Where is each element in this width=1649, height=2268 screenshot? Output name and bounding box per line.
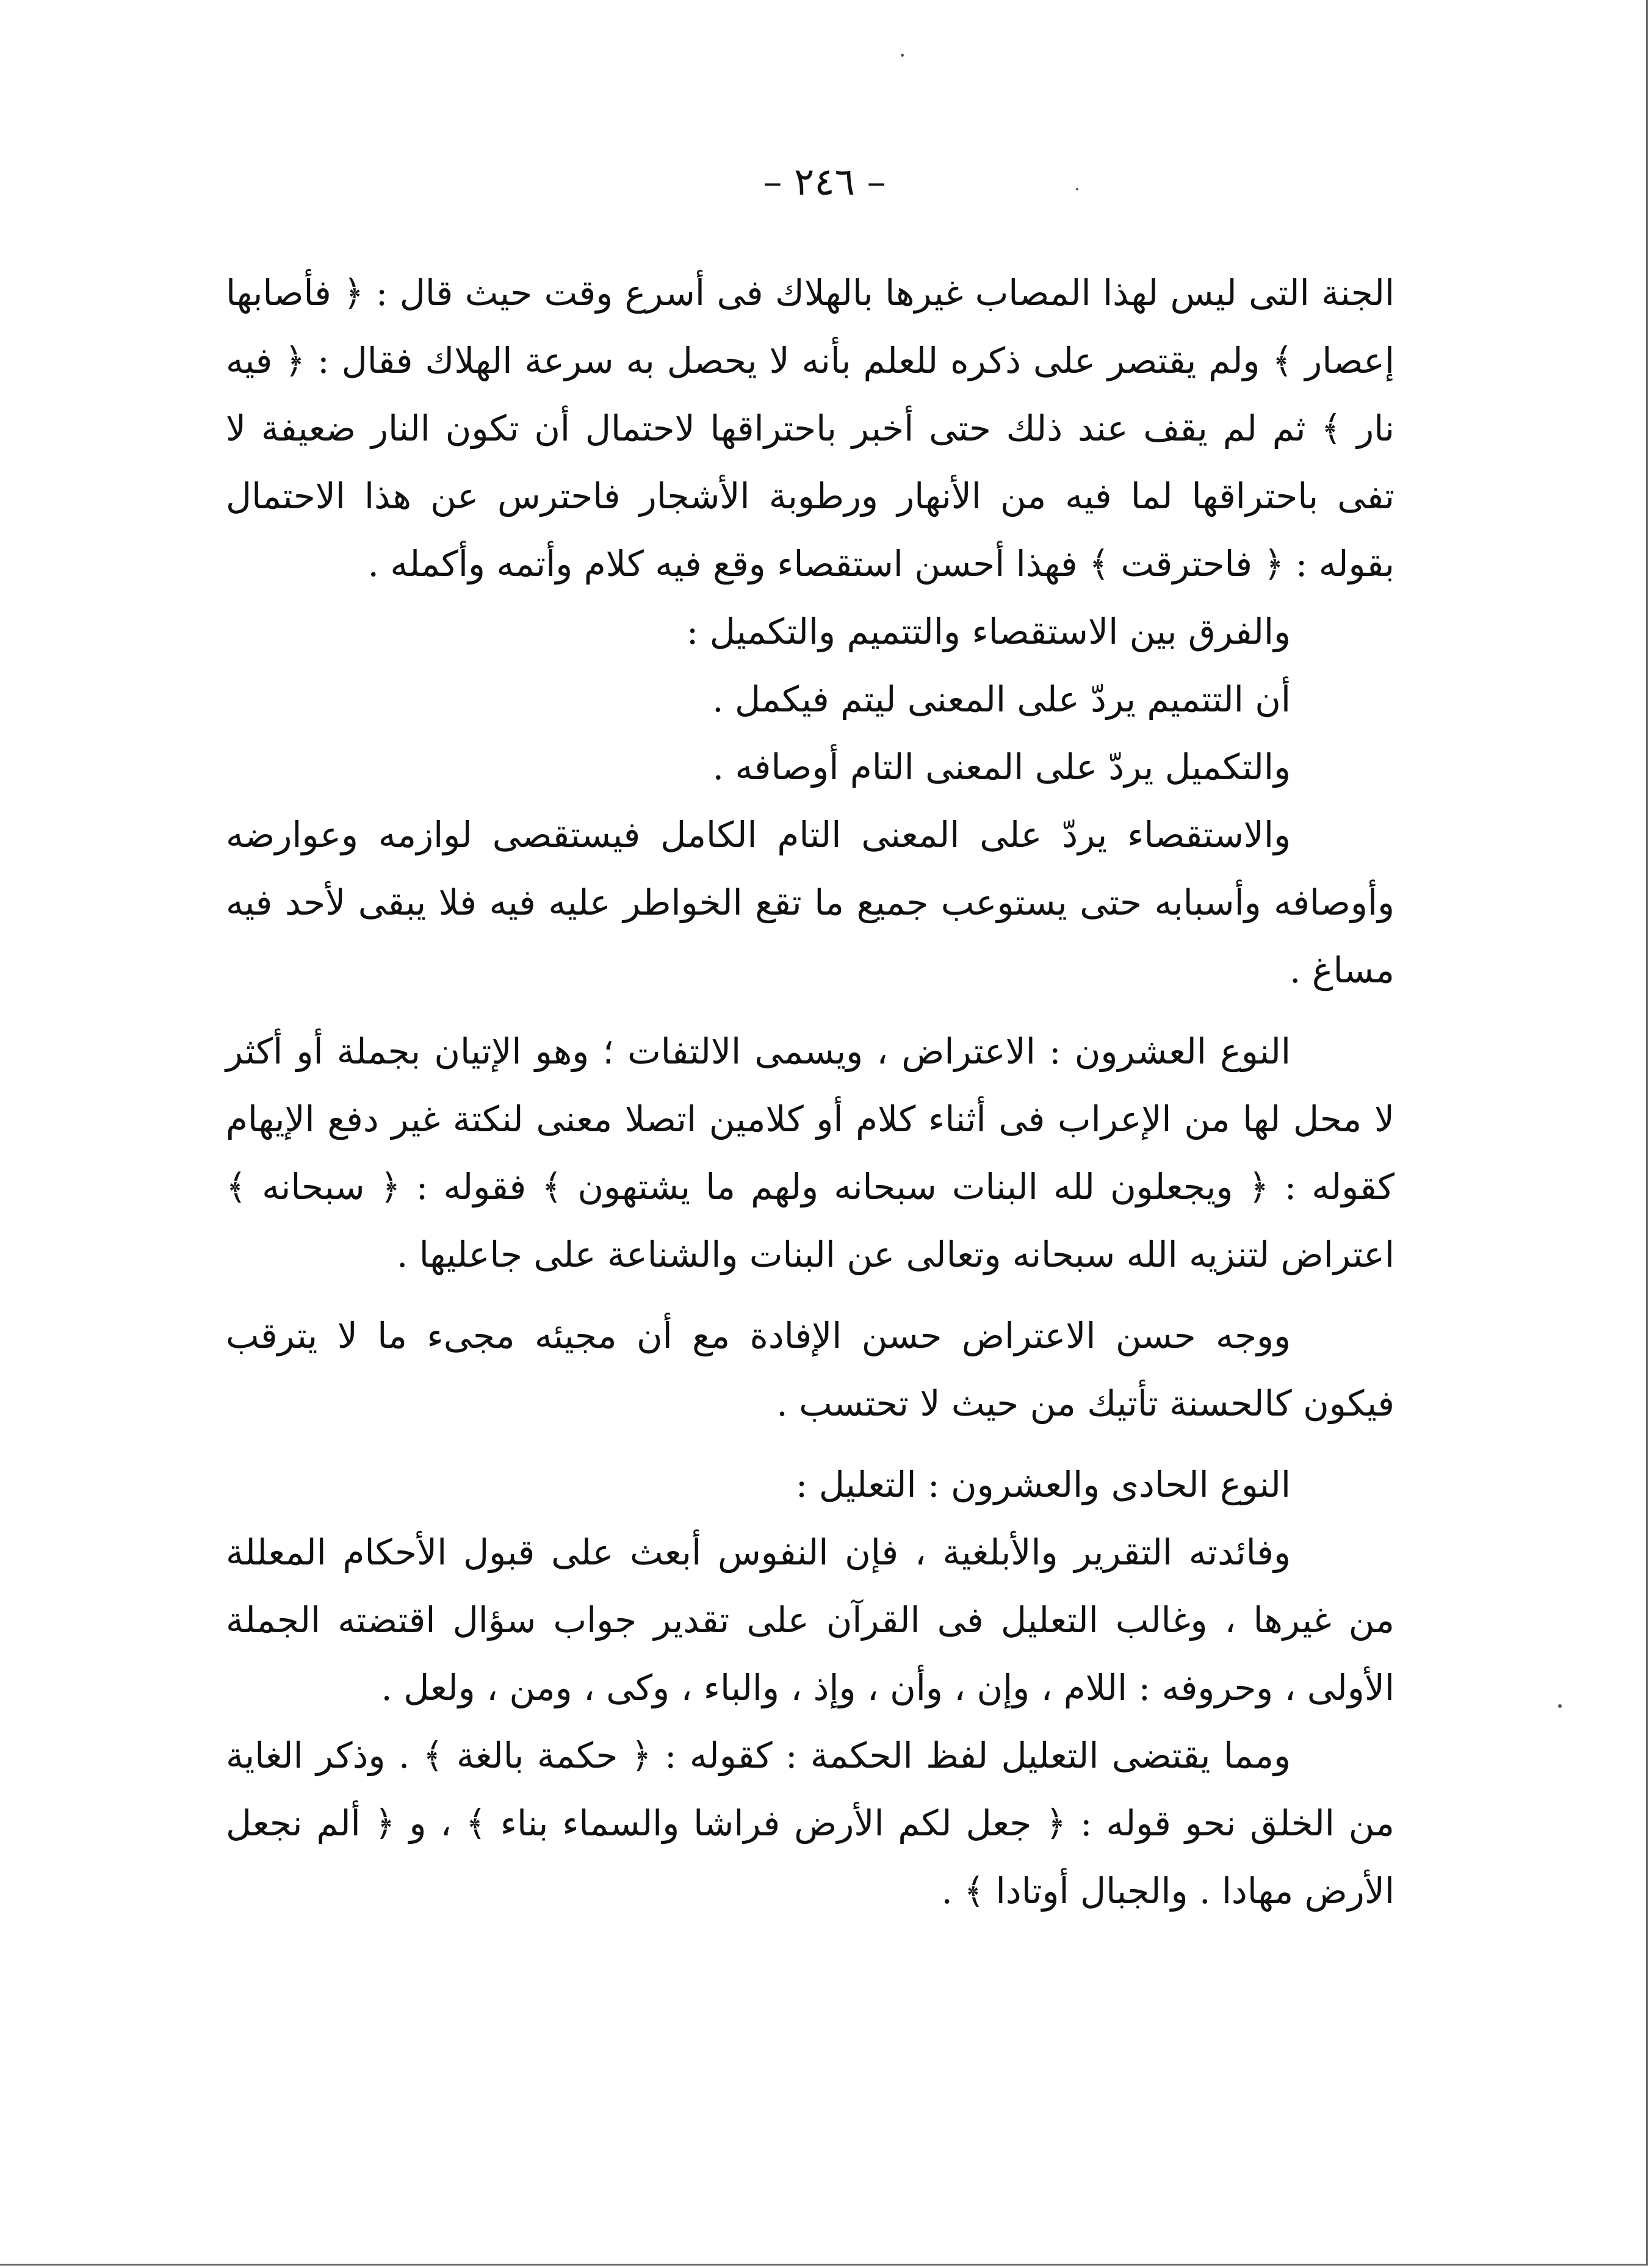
paragraph-istiqsa-example: الجنة التى ليس لهذا المصاب غيرها بالهلاك فى أسرع وقت حيث قال : ﴿ فأصابها إعصار ﴾ ولم يقتصر على ذكره للعلم بأنه لا يحصل به سرعة الهلاك فقال : ﴿ فيه نار ﴾ ثم لم يقف عند ذلك حتى أخبر باحتراقها لاحتمال أن تكون النار ضعيفة لا تفى باحتراقها لما فيه من الأنهار ورطوبة الأشجار فاحترس عن هذا الاحتمال بقوله : ﴿ فاحترقت ﴾ فهذا أحسن استقصاء وقع فيه كلام وأتمه وأكمله . [226,272,1395,585]
paragraph-itirad-benefit: ووجه حسن الاعتراض حسن الإفادة مع أن مجيئه مجىء ما لا يترقب فيكون كالحسنة تأتيك من حيث لا تحتسب . [226,1315,1395,1424]
section-heading-talil: النوع الحادى والعشرون : التعليل : [795,1464,1291,1505]
paragraph-gap [226,1438,1395,1451]
scan-speck-top [901,54,904,57]
paragraph-itirad-section: النوع العشرون : الاعتراض ، ويسمى الالتفات ؛ وهو الإتيان بجملة أو أكثر لا محل لها من الإعراب فى أثناء كلام أو كلامين اتصلا معنى لنكتة غير دفع الإيهام كقوله : ﴿ ويجعلون لله البنات سبحانه ولهم ما يشتهون ﴾ فقوله : ﴿ سبحانه ﴾ اعتراض لتنزيه الله سبحانه وتعالى عن البنات والشناعة على جاعليها . [226,1031,1395,1275]
paragraph-talil-hikma: ومما يقتضى التعليل لفظ الحكمة : كقوله : ﴿ حكمة بالغة ﴾ . وذكر الغاية من الخلق نحو قوله : ﴿ جعل لكم الأرض فراشا والسماء بناء ﴾ ، و ﴿ ألم نجعل الأرض مهادا . والجبال أوتادا ﴾ . [226,1735,1395,1912]
body-text [226,259,1395,1925]
paragraph-difference-heading: والفرق بين الاستقصاء والتتميم والتكميل : [686,611,1291,652]
paragraph-tatmim-definition: أن التتميم يردّ على المعنى ليتم فيكمل . [712,679,1291,720]
paragraph-gap [226,1289,1395,1302]
paragraph-istiqsa-definition: والاستقصاء يردّ على المعنى التام الكامل فيستقصى لوازمه وعوارضه وأوصافه وأسبابه حتى يستوعب جميع ما تقع الخواطر عليه فيه فلا يبقى لأحد فيه مساغ . [226,814,1395,991]
page-number: – ٢٤٦ – [763,159,886,204]
paragraph-talil-benefit: وفائدته التقرير والأبلغية ، فإن النفوس أبعث على قبول الأحكام المعللة من غيرها ، وغالب التعليل فى القرآن على تقدير جواب سؤال اقتضته الجملة الأولى ، وحروفه : اللام ، وإن ، وأن ، وإذ ، والباء ، وكى ، ومن ، ولعل . [226,1532,1395,1708]
paragraph-gap [226,1004,1395,1018]
paragraph-takmil-definition: والتكميل يردّ على المعنى التام أوصافه . [712,746,1291,788]
scan-speck-right [1558,1704,1562,1708]
